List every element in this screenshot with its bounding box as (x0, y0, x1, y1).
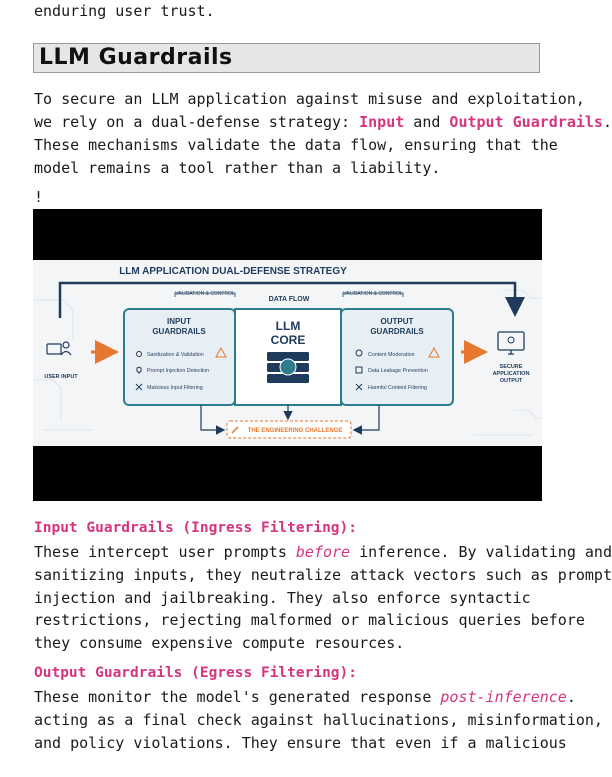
input-line-1 (34, 541, 612, 564)
input-line-4: restrictions, rejecting malformed or malicious queries before (34, 611, 585, 629)
input-box-title-2: GUARDRAILS (152, 327, 206, 336)
secure-label-1: SECURE (499, 364, 523, 370)
section-heading-box (33, 43, 540, 73)
output-line-1-pre: These monitor the model's generated response (34, 688, 441, 706)
input-item-1: Sanitization & Validation (147, 352, 204, 358)
challenge-label: THE ENGINEERING CHALLENGE (247, 428, 343, 434)
output-box-title-2: GUARDRAILS (370, 327, 424, 336)
secure-label-3: OUTPUT (499, 378, 523, 384)
input-line-3: injection and jailbreaking. They also enforce syntactic (34, 589, 531, 607)
input-box-title-1: INPUT (167, 317, 191, 326)
section-title: LLM Guardrails (39, 45, 233, 70)
output-item-3: Harmful Content Filtering (368, 385, 427, 391)
intro-and: and (404, 113, 450, 131)
output-highlight: Output Guardrails (449, 113, 603, 131)
output-section-heading: Output Guardrails (Egress Filtering): (34, 665, 358, 681)
core-label-2: CORE (270, 333, 306, 347)
output-line-2: acting as a final check against hallucinations, misinformation, (34, 711, 603, 729)
validation-left-label: VALIDATION & CONTROL (175, 291, 235, 297)
intro-period: . (602, 113, 612, 131)
core-label-1: LLM (275, 319, 301, 333)
figure-diagram (33, 260, 542, 446)
output-line-1 (34, 686, 576, 709)
before-emphasis: before (295, 543, 351, 561)
validation-right-label: VALIDATION & CONTROL (343, 291, 403, 297)
figure-title: LLM APPLICATION DUAL-DEFENSE STRATEGY (119, 266, 347, 277)
input-line-1-pre: These intercept user prompts (34, 543, 296, 561)
intro-line-3: These mechanisms validate the data flow, ensuring that the (34, 136, 558, 154)
server-brain-icon (267, 352, 309, 383)
data-flow-label: DATA FLOW (268, 296, 310, 303)
figure-frame (33, 209, 542, 501)
intro-line-2 (34, 111, 612, 134)
intro-line-4: model remains a tool rather than a liability. (34, 159, 441, 177)
monitor-icon (498, 332, 524, 354)
broken-image-marker: ! (34, 188, 44, 206)
post-inference-emphasis: post-inference (440, 688, 567, 706)
user-input-icon (47, 342, 71, 355)
output-box-title-1: OUTPUT (380, 317, 414, 326)
input-item-2: Prompt Injection Detection (147, 368, 210, 374)
input-line-5: they consume expensive compute resources. (34, 634, 405, 652)
output-line-1-post: . (566, 688, 576, 706)
input-line-2: sanitizing inputs, they neutralize attack vectors such as prompt (34, 566, 612, 584)
input-section-heading: Input Guardrails (Ingress Filtering): (34, 520, 358, 536)
output-item-1: Content Moderation (368, 352, 415, 358)
intro-line-1: To secure an LLM application against misuse and exploitation, (34, 90, 585, 108)
input-highlight: Input (359, 113, 405, 131)
output-item-2: Data Leakage Prevention (368, 368, 428, 374)
intro-line-2-pre: we rely on a dual-defense strategy: (34, 113, 360, 131)
user-input-label: USER INPUT (44, 374, 78, 380)
input-line-1-post: inference. By validating and (350, 543, 612, 561)
intro-fragment: enduring user trust. (34, 2, 215, 20)
secure-label-2: APPLICATION (492, 371, 530, 377)
input-item-3: Malicious Input Filtering (147, 385, 203, 391)
output-line-3: and policy violations. They ensure that even if a malicious (34, 734, 567, 752)
